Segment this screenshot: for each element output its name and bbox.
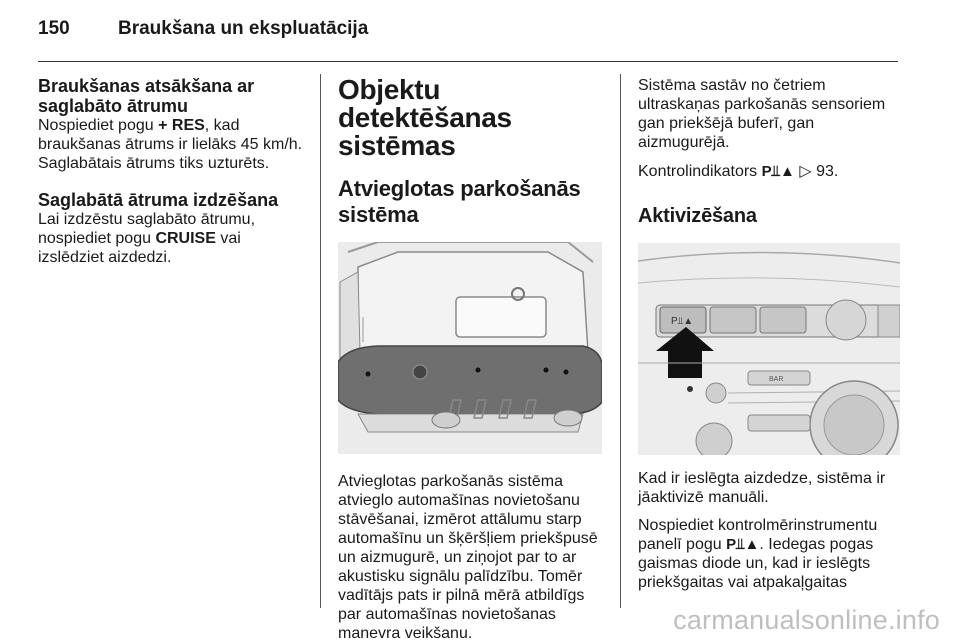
press-button-text <box>638 516 900 592</box>
res-key-label: + RES <box>158 117 205 134</box>
clear-speed-text <box>38 210 308 267</box>
indicator-text <box>638 162 900 181</box>
page-header <box>38 18 368 48</box>
parking-assist-icon: P⫫▲ <box>726 536 760 553</box>
text-segment: Kontrolindikators <box>638 163 762 180</box>
page-title: Objektu detektēšanas sistēmas <box>338 74 512 161</box>
text-segment: , kad braukšanas ātrums ir lielāks 45 km/h. Saglabātais ātrums tiks uzturēts. <box>38 117 303 172</box>
resume-speed-text <box>38 116 308 173</box>
sensors-text: Sistēma sastāv no četriem ultraskaņas parkošanās sensoriem gan priekšējā buferī, gan aizmugurējā. <box>638 77 886 151</box>
column-divider-2 <box>620 74 621 608</box>
activation-text: Kad ir ieslēgta aizdedze, sistēma ir jāaktivizē manuāli. <box>638 470 886 506</box>
page-number: 150 <box>38 18 70 39</box>
text-segment: Nospiediet pogu <box>38 117 159 134</box>
column-2 <box>338 76 606 642</box>
heading-activation: Aktivizēšana <box>638 205 757 227</box>
text-segment: Nospiediet kontrolmērinstrumentu panelī pogu <box>638 517 878 553</box>
small-button-label: BAR <box>769 376 784 383</box>
text-segment: . Iedegas pogas gaismas diode un, kad ir ieslēgts priekšgaitas vai atpakaļgaitas <box>638 536 874 591</box>
column-3 <box>638 76 900 592</box>
cruise-key-label: CRUISE <box>155 230 216 247</box>
column-divider-1 <box>320 74 321 608</box>
button-pa-label: P⫫▲ <box>671 316 694 327</box>
heading-clear-speed: Saglabātā ātruma izdzēšana <box>38 190 279 210</box>
rear-bumper-illustration <box>338 242 602 454</box>
section-subtitle: Atvieglotas parkošanās sistēma <box>338 176 581 227</box>
section-title: Braukšana un ekspluatācija <box>118 18 369 39</box>
watermark: carmanualsonline.info <box>673 605 940 635</box>
column-1 <box>38 76 308 267</box>
dashboard-button-illustration <box>638 243 900 455</box>
header-rule <box>38 61 898 62</box>
text-segment: vai izslēdziet aizdedzi. <box>38 230 241 266</box>
text-segment: Lai izdzēstu saglabāto ātrumu, nospiediet pogu <box>38 211 256 247</box>
page-reference: ▷ 93. <box>794 163 839 180</box>
heading-resume-speed: Braukšanas atsākšana ar saglabāto ātrumu <box>38 76 255 116</box>
parking-assist-icon: P⫫▲ <box>761 163 795 180</box>
parking-assist-description: Atvieglotas parkošanās sistēma atvieglo automašīnas novietošanu stāvēšanai, izmērot attālumu starp automašīnu un šķēršļiem priekšpusē un aizmugurē, un ziņojot par to ar akustisku signālu palīdzību. Tomēr vadītājs pats ir pilnā mērā atbildīgs par automašīnas novietošanas manevra veikšanu. <box>338 473 598 642</box>
